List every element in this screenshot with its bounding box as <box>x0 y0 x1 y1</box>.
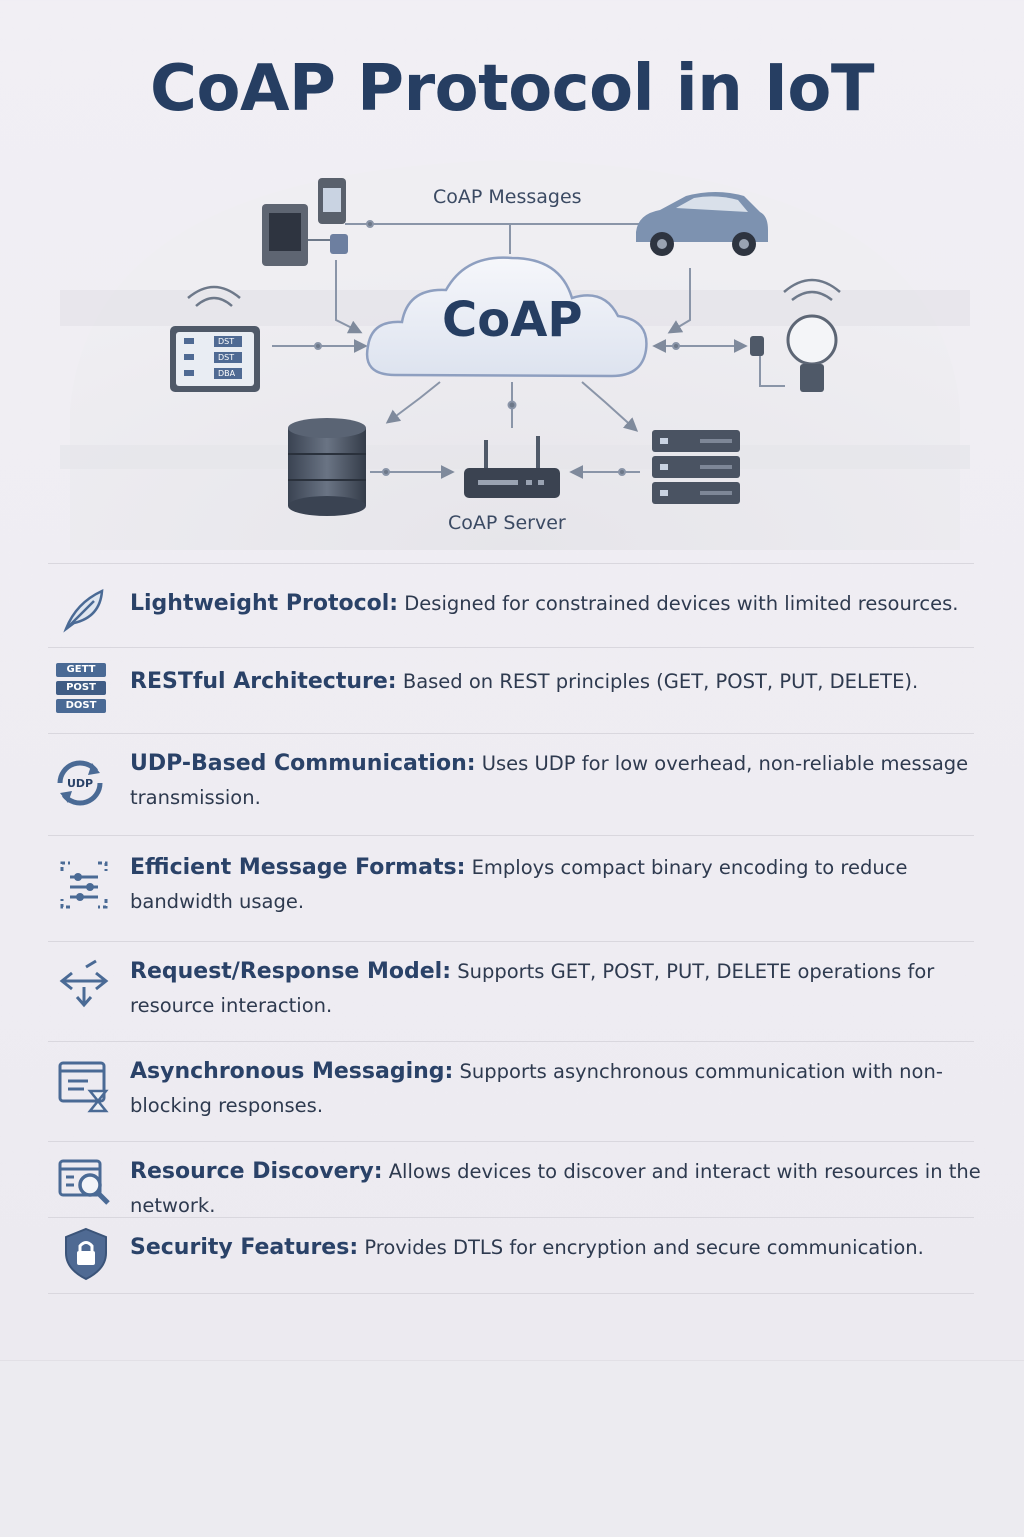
panel-line-1: DST <box>218 337 235 346</box>
feature-desc: Supports asynchronous communication with non-blocking responses. <box>130 1060 943 1117</box>
coap-network-diagram <box>0 150 1024 550</box>
feature-desc: Provides DTLS for encryption and secure communication. <box>364 1236 924 1259</box>
feature-request-response <box>48 941 974 1042</box>
binary-format-icon <box>56 857 112 913</box>
rest-methods-icon <box>56 663 106 719</box>
feature-resource-discovery <box>48 1141 981 1218</box>
rest-dost-label: DOST <box>56 699 106 713</box>
udp-cycle-icon <box>52 755 108 811</box>
feature-async-messaging <box>48 1041 974 1142</box>
feature-desc: Employs compact binary encoding to reduce bandwidth usage. <box>130 856 908 913</box>
feature-restful-architecture <box>48 647 974 734</box>
resource-search-icon <box>56 1153 112 1209</box>
page-title: CoAP Protocol in IoT <box>150 52 874 126</box>
shield-lock-icon <box>58 1225 114 1281</box>
feature-desc: Designed for constrained devices with limited resources. <box>404 592 959 615</box>
feature-title: Resource Discovery: <box>130 1159 383 1184</box>
diagram-band <box>60 445 970 469</box>
async-hourglass-icon <box>56 1057 112 1113</box>
feather-icon <box>56 581 112 637</box>
feature-desc: Uses UDP for low overhead, non-reliable message transmission. <box>130 752 969 809</box>
feature-title: Asynchronous Messaging: <box>130 1059 454 1084</box>
feature-efficient-formats <box>48 835 974 942</box>
cloud-label: CoAP <box>442 292 583 348</box>
request-response-arrows-icon <box>56 957 112 1013</box>
feature-desc: Based on REST principles (GET, POST, PUT, DELETE). <box>402 670 919 693</box>
feature-udp-communication <box>48 733 974 836</box>
rest-get-label: GETT <box>56 663 106 677</box>
server-rack-icon <box>652 430 740 504</box>
feature-lightweight-protocol <box>48 563 974 648</box>
coap-server-label: CoAP Server <box>448 512 566 534</box>
diagram-canvas <box>0 150 1024 550</box>
feature-title: Lightweight Protocol: <box>130 591 399 616</box>
feature-title: Security Features: <box>130 1235 359 1260</box>
panel-line-3: DBA <box>218 369 236 378</box>
coap-messages-label: CoAP Messages <box>433 186 582 208</box>
footer-band <box>0 1360 1024 1537</box>
feature-title: RESTful Architecture: <box>130 669 397 694</box>
database-icon <box>288 418 366 516</box>
rest-post-label: POST <box>56 681 106 695</box>
feature-desc: Allows devices to discover and interact with resources in the network. <box>130 1160 981 1217</box>
feature-title: Request/Response Model: <box>130 959 452 984</box>
feature-desc: Supports GET, POST, PUT, DELETE operations for resource interaction. <box>130 960 935 1017</box>
feature-security <box>48 1217 974 1294</box>
feature-title: Efficient Message Formats: <box>130 855 466 880</box>
udp-icon-label: UDP <box>66 777 94 790</box>
feature-title: UDP-Based Communication: <box>130 751 476 776</box>
panel-line-2: DST <box>218 353 235 362</box>
